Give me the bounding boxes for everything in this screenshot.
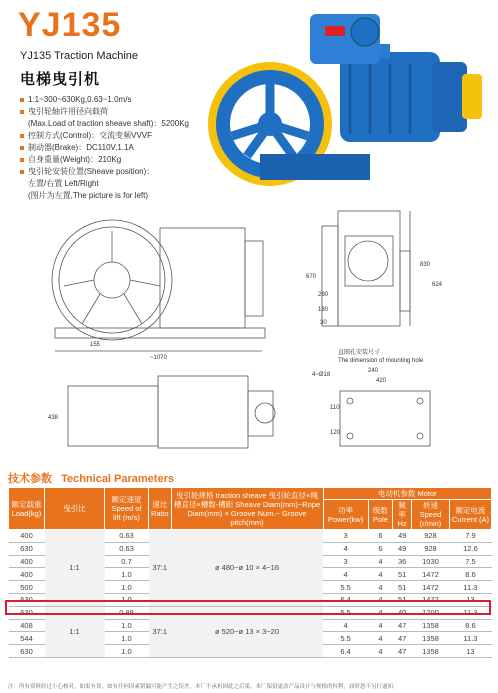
mounting-plan: [340, 391, 430, 446]
cell-power: 5.5: [323, 581, 368, 594]
dim-260: 260: [318, 292, 329, 298]
cell-speed: 1.0: [105, 568, 149, 581]
th-pole: 级数 Pole: [368, 500, 393, 530]
dim-624: 624: [432, 282, 443, 288]
dim-155: 155: [90, 342, 101, 348]
spec-item: 曳引轮轴许用径向载荷: [20, 106, 230, 118]
cell-ratio: 1:1: [45, 530, 105, 607]
tech-title-cn: 技术参数: [8, 473, 52, 485]
th-sheave: 曳引轮规格 traction sheave 曳引轮直径×绳槽直径×槽数-槽距 Sheave Diam(mm)~Rope Diam(mm) × Groove Num.~ Groove pitch(mm): [171, 488, 323, 530]
side-view: [322, 211, 410, 326]
cell-rpm: 1358: [412, 645, 450, 658]
cell-pole: 4: [368, 555, 393, 568]
dim-18: 4~Ø18: [312, 372, 331, 378]
cell-speed: 1.0: [105, 619, 149, 632]
th-motor: 电动机参数 Motor: [323, 488, 492, 500]
spec-item: 控制方式(Control)：交流变频VVVF: [20, 130, 230, 142]
cell-freq: 36: [393, 555, 412, 568]
cell-power: 3: [323, 555, 368, 568]
cell-load: 544: [9, 632, 45, 645]
spec-item: 自身重量(Weight)：210Kg: [20, 154, 230, 166]
cell-freq: 49: [393, 530, 412, 543]
cell-freq: 47: [393, 645, 412, 658]
dim-110: 110: [330, 405, 340, 411]
cell-sheave: ø 520~ø 13 × 3~20: [171, 606, 323, 657]
cell-load: 400: [9, 555, 45, 568]
th-load: 额定载重 Load(kg): [9, 488, 45, 530]
cell-power: 4: [323, 619, 368, 632]
dim-670: 670: [306, 274, 317, 280]
cn-title: 电梯曳引机: [20, 71, 101, 88]
model-title: YJ135: [18, 6, 122, 44]
th-rpm: 转速 Speed (r/min): [412, 500, 450, 530]
cell-power: 6.4: [323, 645, 368, 658]
cell-power: 6.4: [323, 593, 368, 606]
cell-speed: 0.7: [105, 555, 149, 568]
cell-red-ratio: 37:1: [149, 606, 172, 657]
dim-120: 120: [330, 430, 341, 436]
cell-power: 4: [323, 542, 368, 555]
cell-load: 408: [9, 619, 45, 632]
dim-438: 438: [48, 415, 59, 421]
spec-item: (图片为左置,The picture is for left): [28, 191, 149, 200]
cell-pole: 4: [368, 632, 393, 645]
highlight-row-frame: [5, 600, 491, 615]
spec-item: 曳引轮安装位置(Sheave position)：: [20, 166, 230, 178]
cell-load: 500: [9, 581, 45, 594]
cell-speed: 1.0: [105, 645, 149, 658]
cell-red-ratio: 37:1: [149, 530, 172, 607]
dim-180: 180: [318, 307, 329, 313]
dim-240: 240: [368, 368, 379, 374]
cell-rpm: 1472: [412, 568, 450, 581]
cell-rpm: 1472: [412, 593, 450, 606]
cell-current: 13: [449, 593, 491, 606]
cell-speed: 1.0: [105, 581, 149, 594]
cell-current: 12.6: [449, 542, 491, 555]
cell-freq: 47: [393, 632, 412, 645]
cell-power: 5.5: [323, 632, 368, 645]
cell-pole: 4: [368, 568, 393, 581]
cell-power: 3: [323, 530, 368, 543]
cell-load: 630: [9, 606, 45, 619]
spec-list: [20, 94, 230, 202]
cell-load: 400: [9, 568, 45, 581]
table-row: [9, 530, 492, 543]
technical-drawings: [0, 196, 498, 466]
cell-speed: 1.0: [105, 593, 149, 606]
hole-label-en: The dimension of mounting hole: [338, 358, 424, 364]
cell-pole: 6: [368, 542, 393, 555]
cell-pole: 4: [368, 606, 393, 619]
cell-freq: 51: [393, 593, 412, 606]
dim-1070: ~1070: [150, 355, 167, 361]
tech-params-heading: [8, 470, 174, 486]
th-ratio: 曳引比: [45, 488, 105, 530]
spec-item: 制动器(Brake)：DC110V,1.1A: [20, 142, 230, 154]
dim-830: 830: [420, 262, 431, 268]
cell-rpm: 1358: [412, 632, 450, 645]
cell-freq: 49: [393, 542, 412, 555]
cell-pole: 4: [368, 645, 393, 658]
cell-rpm: 928: [412, 542, 450, 555]
cell-pole: 4: [368, 619, 393, 632]
cell-sheave: ø 480~ø 10 × 4~16: [171, 530, 323, 607]
cell-load: 630: [9, 542, 45, 555]
cell-speed: 0.88: [105, 606, 149, 619]
th-speed: 额定速度 Speed of lift (m/s): [105, 488, 149, 530]
cell-rpm: 928: [412, 530, 450, 543]
cell-current: 7.5: [449, 555, 491, 568]
cell-freq: 51: [393, 568, 412, 581]
cell-speed: 0.63: [105, 542, 149, 555]
cell-speed: 0.63: [105, 530, 149, 543]
cell-freq: 40: [393, 606, 412, 619]
cell-load: 630: [9, 645, 45, 658]
dim-420: 420: [376, 378, 387, 384]
model-subtitle: YJ135 Traction Machine: [20, 50, 139, 62]
cell-power: 4: [323, 568, 368, 581]
cell-freq: 47: [393, 619, 412, 632]
cell-speed: 1.0: [105, 632, 149, 645]
spec-item: (Max.Load of traction sheave shaft)：5200Kg: [28, 119, 189, 128]
cell-current: 13: [449, 645, 491, 658]
cell-pole: 6: [368, 530, 393, 543]
cell-rpm: 1200: [412, 606, 450, 619]
cell-rpm: 1358: [412, 619, 450, 632]
cell-current: 11.3: [449, 606, 491, 619]
th-power: 功率 Power(kw): [323, 500, 368, 530]
cell-freq: 51: [393, 581, 412, 594]
footnote: 注：所有资料经过小心核对，如果有误，如有任何因素错漏可能产生之误差，本厂不承担因此之后果。本厂保留更改产品设计与规格的权利，届时恕不另行通知。: [8, 684, 399, 690]
cell-rpm: 1030: [412, 555, 450, 568]
top-view: [68, 376, 275, 448]
spec-item: 左置/右置 Left/Right: [28, 179, 99, 188]
cell-power: 5.5: [323, 606, 368, 619]
machine-photo: [200, 4, 490, 190]
cell-current: 11.3: [449, 581, 491, 594]
cell-pole: 4: [368, 593, 393, 606]
hole-label-cn: 直圈孔安装尺寸: [338, 350, 381, 356]
th-freq: 频率 Hz: [393, 500, 412, 530]
spec-item: 1:1~300~630Kg,0.63~1.0m/s: [20, 94, 230, 106]
cell-current: 11.3: [449, 632, 491, 645]
cell-rpm: 1472: [412, 581, 450, 594]
cell-current: 8.6: [449, 619, 491, 632]
params-table: [8, 487, 492, 658]
tech-title-en: Technical Parameters: [61, 473, 174, 485]
dim-30: 30: [320, 320, 327, 326]
front-view: [52, 220, 265, 351]
cell-load: 400: [9, 530, 45, 543]
cell-pole: 4: [368, 581, 393, 594]
cell-load: 630: [9, 593, 45, 606]
cell-ratio: 1:1: [45, 606, 105, 657]
th-red-ratio: 速比 Ratio: [149, 488, 172, 530]
brake-assembly: [310, 14, 380, 64]
cell-current: 8.6: [449, 568, 491, 581]
th-current: 额定电流 Current (A): [449, 500, 491, 530]
cell-current: 7.9: [449, 530, 491, 543]
